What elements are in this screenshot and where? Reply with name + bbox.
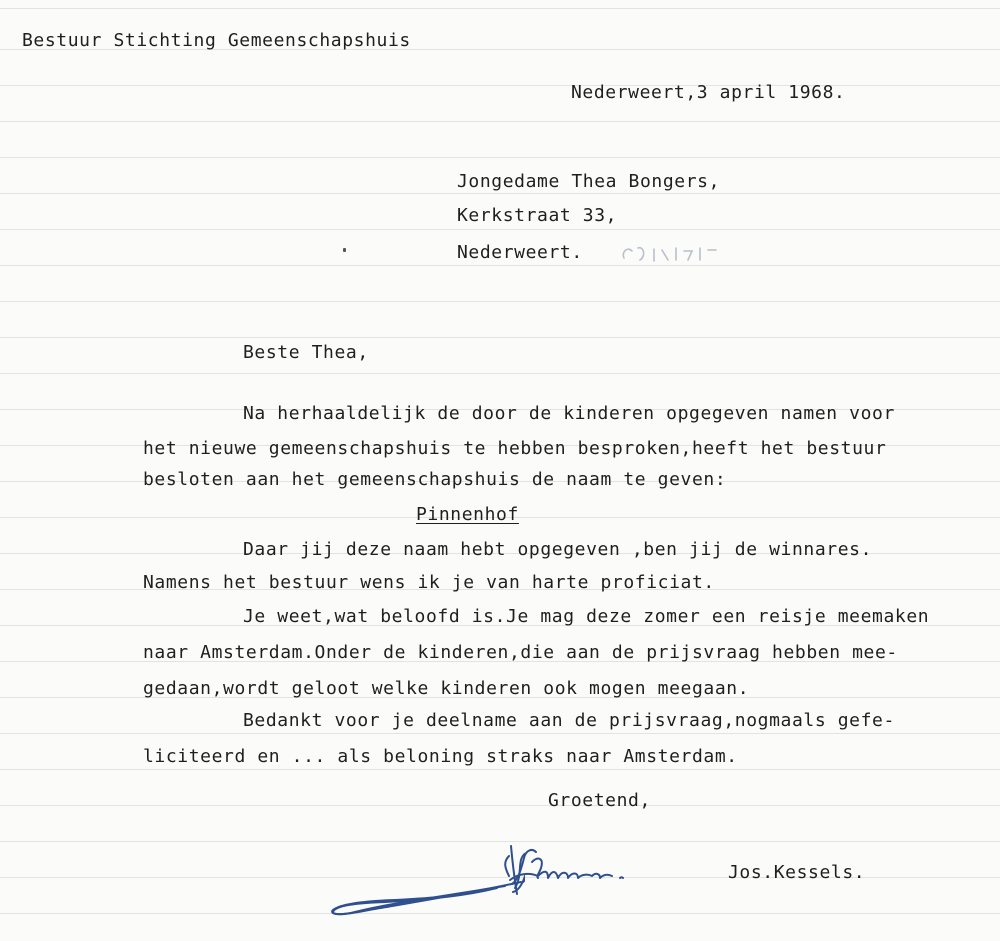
pencil-mark [618,242,738,266]
body-line: Bedankt voor je deelname aan de prijsvraag,nogmaals gefe- [243,710,895,731]
ink-speck [343,248,346,252]
letterhead: Bestuur Stichting Gemeenschapshuis [22,30,411,51]
signature-script [508,838,708,898]
recipient-street: Kerkstraat 33, [457,205,618,226]
body-line: liciteerd en ... als beloning straks naar Amsterdam. [143,746,738,767]
signature-stroke [325,838,525,923]
body-line: gedaan,wordt geloot welke kinderen ook mogen meegaan. [143,678,750,699]
closing: Groetend, [548,790,651,811]
body-line: Daar jij deze naam hebt opgegeven ,ben jij de winnares. [243,539,873,560]
recipient-name: Jongedame Thea Bongers, [457,171,721,192]
recipient-city: Nederweert. [457,242,583,263]
signatory-name: Jos.Kessels. [728,862,866,883]
body-line: besloten aan het gemeenschapshuis de naam te geven: [143,469,727,490]
body-line: Na herhaaldelijk de door de kinderen opgegeven namen voor [243,403,895,424]
body-line: Namens het bestuur wens ik je van harte proficiat. [143,572,715,593]
body-line: het nieuwe gemeenschapshuis te hebben besproken,heeft het bestuur [143,438,887,459]
salutation: Beste Thea, [243,342,369,363]
place-date: Nederweert,3 april 1968. [571,82,846,103]
announced-name: Pinnenhof [416,504,519,525]
body-line: naar Amsterdam.Onder de kinderen,die aan de prijsvraag hebben mee- [143,642,898,663]
body-line: Je weet,wat beloofd is.Je mag deze zomer een reisje meemaken [243,606,930,627]
